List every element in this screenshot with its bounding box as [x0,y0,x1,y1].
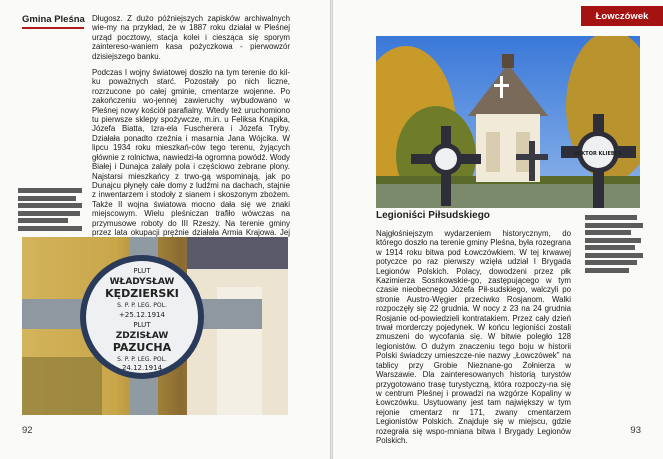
plaque-line-9: S. P. P. LEG. POL. [117,356,167,363]
plaque-line-3: KĘDZIERSKI [105,287,179,300]
grave-cross-photo [22,237,288,415]
page-number-left: 92 [22,425,33,436]
plaque-line-5: +25.12.1914 [119,311,165,319]
margin-bars-right [585,215,643,275]
plaque-line-8: PAZUCHA [112,341,172,354]
plaque-line-10: 24.12.1914 [121,364,163,372]
paragraph-legionnaires: Najgłośniejszym wydarzeniem historycznym, do którego doszło na terenie gminy Pleśna, była rozegrana w 1914 roku bitwa pod Łowczówkiem. W tej krwawej potyczce po raz pierwszy wzięła udział I Brygada Legionów Polskich. Polacy, dowodzeni przez płk Kazimierza Sosnkowskie-go, zastępującego w tym czasie nieobecnego Józefa Pił-sudskiego, walczyli po stronie Austro-Węgier przeciwko Rosjanom. Walki rozpoczęły się 22 grudnia. W nocy z 23 na 24 grudnia Rosjanie od-powiedzieli kontratakiem. Przez cały dzień trwał morderczy pojedynek. W końcu legioniści zostali zmuszeni do wycofania się. W bitwie poległo 128 legionistów. O dużym znaczeniu tego boju w historii Polski świadczy umieszcze-nie nazwy „Łowczówek” na tablicy przy Grobie Nieznane-go Żołnierza w Warszawie. Dla zainteresowanych historią turystów przygotowano trasę turystyczną, która rozpoczy-na się w centrum Pleśnej i prowadzi na wzgórze Kopaliny w Łowczówku. Usytuowany jest tam największy w tym rejonie cmentarz nr 171, zwany cmentarzem Legionistów Polskich. Znajduje się w miejscu, gdzie rozegrała się wspo-mniana bitwa I Brygady Legionów Polskich. [376,229,571,445]
cross-plaque-text: WIKTOR KLIEBER [574,151,622,157]
plaque-line-7: ZDZISŁAW [115,331,169,341]
left-body-text [92,14,290,254]
right-page [333,0,663,459]
page-number-right: 93 [630,425,641,436]
left-page [0,0,330,459]
section-title-left: Gmina Pleśna [22,14,85,25]
plaque-line-6: PLUT [133,321,151,329]
section-heading: Legioniści Piłsudskiego [376,210,490,221]
section-rule [22,27,84,29]
plaque-line-4: S. P. P. LEG. POL. [117,302,167,309]
margin-bars-left [18,188,82,233]
paragraph-1: Długosz. Z dużo późniejszych zapisków archiwalnych wie-my na przykład, że w 1887 roku działał w Pleśnej urząd pocztowy, stacja kolei i ciesząca się sporym zaintereso-waniem kasa pożyczkowa - pierwowzór dzisiejszego banku. [92,14,290,61]
paragraph-2: Podczas I wojny światowej doszło na tym terenie do kil-ku poważnych starć. Pozostały po nich liczne, rozrzucone po całej gminie, cmentarze wojenne. Po zakończeniu wo-jennej zawieruchy wybudowano w Pleśnej nowy kościół parafialny. Wtedy też uruchomiono tu pierwsze sklepy spożywcze, m.in. u Feliksa Knapika, Józefa Biatta, Izra-ela Fuscherera i Józefa Tryby. Działała ponadto rzeźnia i masarnia Jana Wójcika. W lipcu 1934 roku mieszkań-ców tego terenu, żyjących głównie z rolnictwa, nawiedzi-ła ogromna powódź. Wody Białej i Dunajca zalały pola i częściowo zebrane plony. Najstarsi mieszkańcy z trwo-gą wspominają, jak po Dunajcu płynęły całe domy z ludźmi na dachach, stajnie z inwentarzem i stodoły z sianem i skoszonym zbożem. Także II wojna światowa mocno dała się we znaki miejscowym. Wielu pleśniczan trafiło wówczas na przymusowe roboty do III Rzeszy. Na terenie gminy przez lata okupacji prężnie działała Armia Krajowa. Jej [92,68,290,237]
plaque-line-1: PLUT [133,267,151,275]
cemetery-chapel-photo [376,36,640,208]
section-title-right: Łowczówek [581,6,663,26]
right-body-text [376,229,571,452]
plaque-line-2: WŁADYSŁAW [109,277,175,287]
